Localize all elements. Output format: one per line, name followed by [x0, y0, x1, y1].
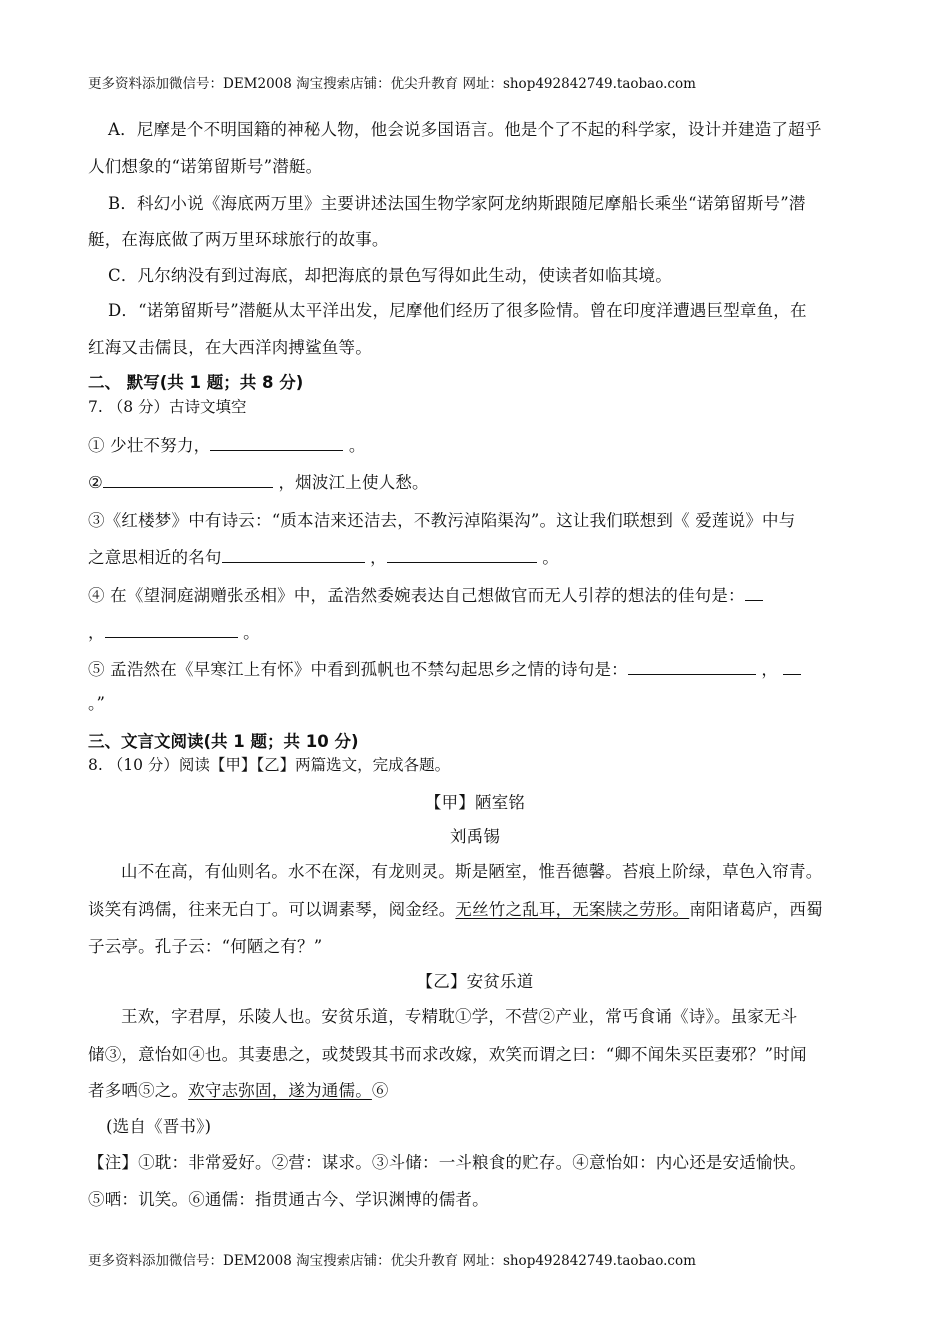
option-a-line-2: 人们想象的“诺第留斯号”潜艇。	[88, 157, 323, 176]
fill-item-3-line-1: ③《红楼梦》中有诗云：“质本洁来还洁去，不教污淖陷渠沟”。这让我们联想到《 爱莲说》中与	[88, 511, 796, 530]
yi-line-3-b: ⑥	[371, 1081, 389, 1100]
fill-item-5-line-1	[88, 656, 801, 680]
fill-item-3-text: 之意思相近的名句	[88, 548, 222, 567]
page-header: 更多资料添加微信号：DEM2008 淘宝搜索店铺：优尖升教育 网址：shop492842749.taobao.com	[88, 76, 696, 92]
jia-line-2-a: 谈笑有鸿儒，往来无白丁。可以调素琴，阅金经。	[88, 900, 456, 919]
option-b-line-1: B．科幻小说《海底两万里》主要讲述法国生物学家阿龙纳斯跟随尼摩船长乘坐“诺第留斯号”潜	[108, 194, 806, 213]
fill-item-3-comma: ，	[370, 548, 387, 567]
blank-1[interactable]	[210, 434, 343, 451]
option-d-line-1: D．“诺第留斯号”潜艇从太平洋出发，尼摩他们经历了很多险情。曾在印度洋遭遇巨型章鱼，在	[108, 301, 807, 320]
question-8-stem: 8. （10 分）阅读【甲】【乙】两篇选文，完成各题。	[88, 756, 451, 774]
blank-5a[interactable]	[628, 658, 756, 675]
jia-paragraph-line-3: 子云亭。孔子云：“何陋之有？”	[88, 937, 323, 956]
option-d-line-2: 红海又击儒艮，在大西洋肉搏鲨鱼等。	[88, 338, 372, 357]
section-3-title: 三、文言文阅读(共 1 题；共 10 分)	[88, 732, 359, 751]
fill-item-2	[88, 469, 429, 493]
option-c-line-1: C．凡尔纳没有到过海底，却把海底的景色写得如此生动，使读者如临其境。	[108, 266, 672, 285]
fill-item-2-start: ②	[88, 473, 103, 492]
note-line-1: 【注】①耽：非常爱好。②营：谋求。③斗储：一斗粮食的贮存。④意怡如：内心还是安适愉快。	[88, 1153, 807, 1172]
yi-paragraph-line-1: 王欢，字君厚，乐陵人也。安贫乐道，专精耽①学，不营②产业，常丐食诵《诗》。虽家无斗	[121, 1007, 798, 1026]
option-b-line-2: 艇，在海底做了两万里环球旅行的故事。	[88, 230, 389, 249]
yi-paragraph-line-2: 储③，意怡如④也。其妻患之，或焚毁其书而求改嫁，欢笑而谓之曰：“卿不闻朱买臣妻邪？”时闻	[88, 1045, 807, 1064]
option-a-line-1: A．尼摩是个不明国籍的神秘人物，他会说多国语言。他是个了不起的科学家，设计并建造了超乎	[108, 120, 822, 139]
fill-item-5-end: 。”	[88, 694, 106, 713]
fill-item-1-end: 。	[348, 436, 366, 455]
blank-2[interactable]	[103, 471, 273, 488]
fill-item-3-line-2	[88, 544, 559, 568]
blank-4a[interactable]	[745, 584, 763, 601]
fill-item-4-line-1	[88, 582, 763, 606]
question-7-stem: 7. （8 分）古诗文填空	[88, 398, 247, 416]
jia-underlined-sentence: 无丝竹之乱耳，无案牍之劳形。	[455, 900, 690, 919]
fill-item-4-comma: ，	[88, 623, 105, 642]
fill-item-4-text: ④ 在《望洞庭湖赠张丞相》中，孟浩然委婉表达自己想做官而无人引荐的想法的佳句是：	[88, 586, 745, 605]
note-line-2: ⑤哂：讥笑。⑥通儒：指贯通古今、学识渊博的儒者。	[88, 1190, 489, 1209]
fill-item-2-text: ，烟波江上使人愁。	[278, 473, 429, 492]
yi-line-3-a: 者多哂⑤之。	[88, 1081, 189, 1100]
section-2-title: 二、 默写(共 1 题；共 8 分)	[88, 373, 304, 392]
jia-title: 【甲】陋室铭	[424, 793, 526, 812]
page-footer: 更多资料添加微信号：DEM2008 淘宝搜索店铺：优尖升教育 网址：shop492842749.taobao.com	[88, 1253, 696, 1269]
fill-item-5-text: ⑤ 孟浩然在《早寒江上有怀》中看到孤帆也不禁勾起思乡之情的诗句是：	[88, 660, 628, 679]
blank-3a[interactable]	[222, 546, 365, 563]
jia-paragraph-line-2	[88, 896, 823, 920]
fill-item-4-line-2	[88, 619, 260, 643]
blank-5b[interactable]	[783, 658, 801, 675]
blank-3b[interactable]	[387, 546, 537, 563]
yi-underlined-sentence: 欢守志弥固，遂为通儒。	[188, 1081, 372, 1100]
yi-paragraph-line-3	[88, 1077, 389, 1101]
fill-item-4-end: 。	[243, 623, 260, 642]
source-citation: (选自《晋书》)	[106, 1117, 212, 1136]
jia-paragraph-line-1: 山不在高，有仙则名。水不在深，有龙则灵。斯是陋室，惟吾德馨。苔痕上阶绿，草色入帘青。	[121, 862, 823, 881]
fill-item-3-end: 。	[542, 548, 559, 567]
jia-author: 刘禹锡	[449, 827, 501, 846]
fill-item-1	[88, 432, 366, 456]
yi-title: 【乙】安贫乐道	[416, 972, 534, 991]
fill-item-1-text: ① 少壮不努力，	[88, 436, 211, 455]
jia-line-2-b: 南阳诸葛庐，西蜀	[689, 900, 823, 919]
fill-item-5-comma: ，	[761, 660, 779, 679]
blank-4b[interactable]	[105, 621, 238, 638]
